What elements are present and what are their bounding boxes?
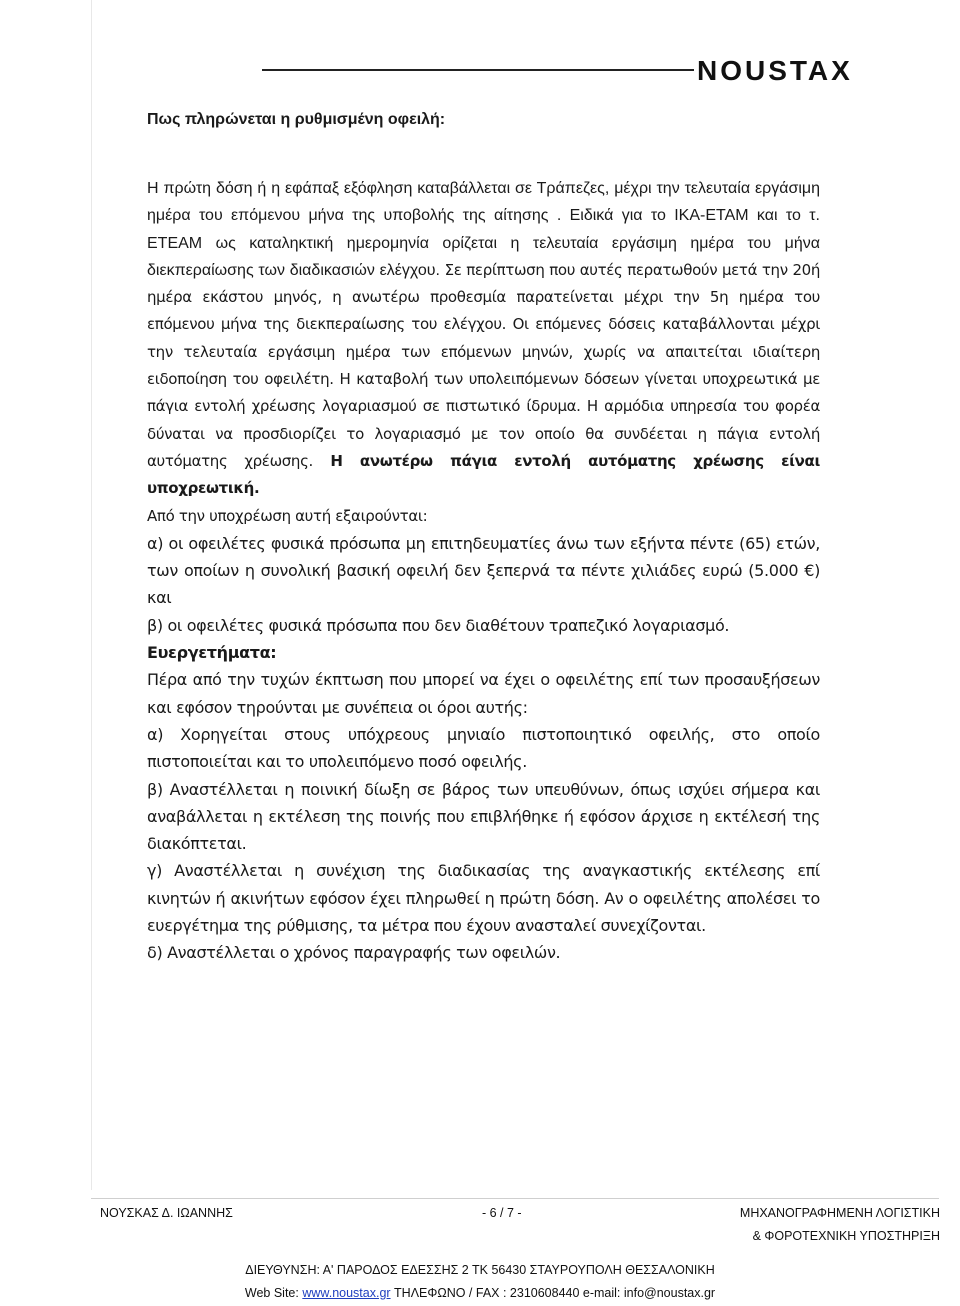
page-number: - 6 / 7 -: [482, 1206, 522, 1220]
benefits-heading: Ευεργετήματα:: [147, 643, 277, 663]
footer-role-line1: ΜΗΧΑΝΟΓΡΑΦΗΜΕΝΗ ΛΟΓΙΣΤΙΚΗ: [739, 1206, 940, 1220]
benefit-c: γ) Αναστέλλεται η συνέχιση της διαδικασίας της αναγκαστικής εκτέλεσης επί κινητών ή ακινήτων εφόσον έχει πληρωθεί η πρώτη δόση. Αν ο οφειλέτης απολέσει το ευεργέτημα της ρύθμισης, τα μέτρα που έχουν ανασταλεί συνεχίζονται.: [147, 861, 820, 936]
benefit-a: α) Χορηγείται στους υπόχρεους μηνιαίο πιστοποιητικό οφειλής, στο οποίο πιστοποιείται και το υπολειπόμενο ποσό οφειλής.: [147, 724, 820, 772]
noustax-logo: [697, 54, 897, 86]
document-body: [147, 109, 820, 967]
phone-email: ΤΗΛΕΦΩΝΟ / FAX : 2310608440 e-mail: info@noustax.gr: [390, 1286, 716, 1300]
footer-rule: [91, 1198, 939, 1199]
benefit-b: β) Αναστέλλεται η ποινική δίωξη σε βάρος των υπευθύνων, όπως ισχύει σήμερα και αναβάλλεται η εκτέλεση της ποινής που επιβλήθηκε ή εφόσον άρχισε η εκτέλεσή της διακόπτεται.: [147, 779, 820, 854]
payment-text-deadline: Σε περίπτωση που αυτές περατωθούν μετά την 20ή ημέρα εκάστου μηνός, η ανωτέρω προθεσμία παρατείνεται μέχρι την 5η ημέρα του επόμενου μήνα της διεκπεραίωσης του ελέγχου. Οι επόμενες δόσεις καταβάλλονται μέχρι την τελευταία εργάσιμη ημέρα των επόμενων μηνών, χωρίς να απαιτείται ιδιαίτερη ειδοποίηση του οφειλέτη. Η καταβολή των υπολειπόμενων δόσεων γίνεται υποχρεωτικά με πάγια εντολή χρέωσης λογαριασμού σε πιστωτικό ίδρυμα. Η αρμόδια υπηρεσία του φορέα δύναται να προσδιορίζει το λογαριασμό με τον οποίο θα συνδέεται η πάγια εντολή αυτόματης χρέωσης.: [147, 260, 820, 470]
payment-paragraph: [147, 175, 820, 503]
logo-text: NOUSTAX: [697, 55, 853, 86]
footer-address: ΔΙΕΥΘΥΝΣΗ: Α' ΠΑΡΟΔΟΣ ΕΔΕΣΣΗΣ 2 ΤΚ 56430 ΣΤΑΥΡΟΥΠΟΛΗ ΘΕΣΣΑΛΟΝΙΚΗ: [245, 1263, 715, 1277]
header-rule: [262, 69, 694, 71]
footer-author-name: ΝΟΥΣΚΑΣ Δ. ΙΩΑΝΝΗΣ: [100, 1206, 233, 1220]
website-link[interactable]: www.noustax.gr: [302, 1286, 391, 1300]
footer-contact: [0, 1286, 960, 1300]
page-margin-line: [91, 0, 92, 1190]
exemption-b: β) οι οφειλέτες φυσικά πρόσωπα που δεν διαθέτουν τραπεζικό λογαριασμό.: [147, 615, 730, 635]
benefits-intro: Πέρα από την τυχών έκπτωση που μπορεί να έχει ο οφειλέτης επί των προσαυξήσεων και εφόσον τηρούνται με συνέπεια οι όροι αυτής:: [147, 670, 820, 717]
payment-text-mandatory: Η ανωτέρω πάγια εντολή αυτόματης χρέωσης είναι υποχρεωτική.: [147, 451, 820, 498]
exemptions-intro: Από την υποχρέωση αυτή εξαιρούνται:: [147, 506, 428, 525]
exemption-a: α) οι οφειλέτες φυσικά πρόσωπα μη επιτηδευματίες άνω των εξήντα πέντε (65) ετών, των οποίων η συνολική βασική οφειλή δεν ξεπερνά τα πέντε χιλιάδες ευρώ (5.000 €) και: [147, 533, 820, 608]
footer-role-line2: & ΦΟΡΟΤΕΧΝΙΚΗ ΥΠΟΣΤΗΡΙΞΗ: [752, 1229, 940, 1243]
benefit-d: δ) Αναστέλλεται ο χρόνος παραγραφής των οφειλών.: [147, 943, 561, 963]
section-heading: Πως πληρώνεται η ρυθμισμένη οφειλή:: [147, 111, 446, 128]
website-label: Web Site:: [244, 1286, 303, 1300]
payment-text-main: Η πρώτη δόση ή η εφάπαξ εξόφληση καταβάλλεται σε Τράπεζες, μέχρι την τελευταία εργάσιμη ημέρα του επόμενου μήνα της υποβολής της αίτησης . Ειδικά για το ΙΚΑ-ΕΤΑΜ και το τ. ΕΤΕΑΜ ως καταληκτική ημερομηνία ορίζεται η τελευταία εργάσιμη ημέρα του μήνα διεκπεραίωσης των διαδικασιών ελέγχου.: [147, 180, 820, 279]
